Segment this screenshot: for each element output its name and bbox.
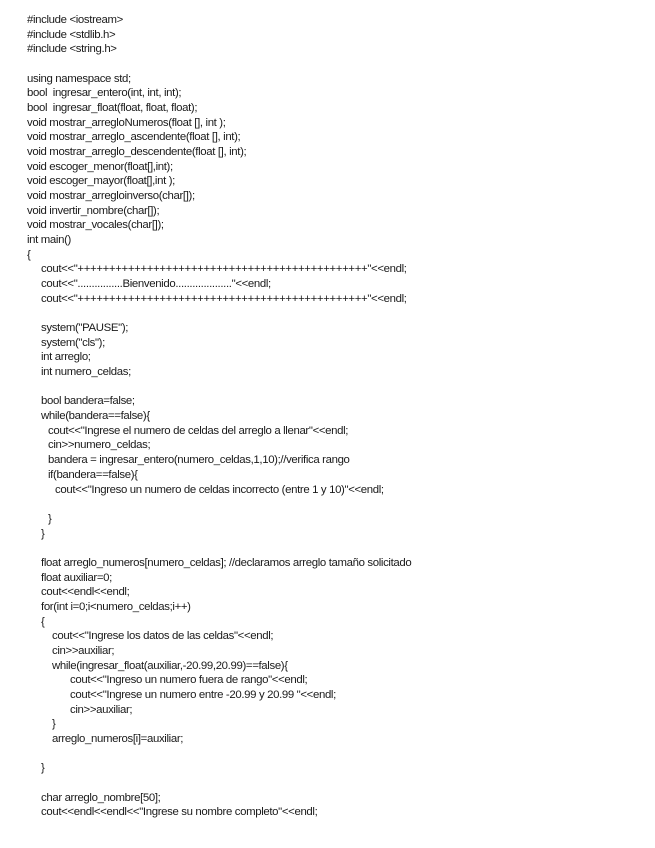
code-line: int main() — [27, 234, 71, 247]
code-line: #include <string.h> — [27, 43, 117, 56]
code-line: } — [41, 762, 45, 775]
code-line: float auxiliar=0; — [41, 571, 112, 584]
blank-line — [27, 380, 647, 395]
code-line: #include <stdlib.h> — [27, 28, 116, 41]
code-line: { — [27, 248, 31, 261]
code-line: int arreglo; — [41, 351, 91, 364]
code-line: cin>>numero_celdas; — [48, 439, 151, 452]
code-line: cin>>auxiliar; — [52, 644, 115, 657]
code-line: void mostrar_arreglo_ascendente(float [], int); — [27, 131, 241, 144]
blank-line — [27, 541, 647, 556]
code-line: void escoger_menor(float[],int); — [27, 160, 173, 173]
code-line: float arreglo_numeros[numero_celdas]; //declaramos arreglo tamaño solicitado — [41, 556, 412, 569]
code-line: cin>>auxiliar; — [70, 703, 133, 716]
code-line: cout<<"Ingrese el numero de celdas del arreglo a llenar"<<endl; — [48, 424, 349, 437]
code-line: char arreglo_nombre[50]; — [41, 791, 161, 804]
code-line: cout<<"++++++++++++++++++++++++++++++++++++++++++++++"<<endl; — [41, 292, 407, 305]
code-line: void escoger_mayor(float[],int ); — [27, 175, 175, 188]
code-line: #include <iostream> — [27, 14, 123, 26]
code-line: { — [41, 615, 45, 628]
code-line: void mostrar_arregloNumeros(float [], int ); — [27, 116, 226, 129]
code-line: bool bandera=false; — [41, 395, 135, 408]
code-line: } — [52, 718, 56, 731]
code-line: bandera = ingresar_entero(numero_celdas,1,10);//verifica rango — [48, 454, 350, 467]
code-line: system("cls"); — [41, 336, 105, 349]
code-line: for(int i=0;i<numero_celdas;i++) — [41, 600, 191, 613]
code-line: void invertir_nombre(char[]); — [27, 204, 160, 217]
blank-line — [27, 747, 647, 762]
blank-line — [27, 306, 647, 321]
code-line: bool ingresar_entero(int, int, int); — [27, 87, 182, 100]
code-line: system("PAUSE"); — [41, 322, 129, 335]
code-document — [27, 13, 647, 820]
code-line: cout<<endl<<endl<<"Ingrese su nombre completo"<<endl; — [41, 806, 318, 819]
code-line: cout<<"Ingrese los datos de las celdas"<<endl; — [52, 630, 274, 643]
code-line: cout<<"Ingreso un numero fuera de rango"<<endl; — [70, 674, 308, 687]
code-line: cout<<"Ingreso un numero de celdas incorrecto (entre 1 y 10)"<<endl; — [55, 483, 384, 496]
code-line: void mostrar_arreglo_descendente(float [], int); — [27, 146, 247, 159]
blank-line — [27, 497, 647, 512]
code-line: cout<<"Ingrese un numero entre -20.99 y 20.99 "<<endl; — [70, 688, 336, 701]
code-line: } — [41, 527, 45, 540]
code-line: using namespace std; — [27, 72, 131, 85]
code-line: cout<<endl<<endl; — [41, 586, 130, 599]
code-line: if(bandera==false){ — [48, 468, 138, 481]
code-line: arreglo_numeros[i]=auxiliar; — [52, 732, 184, 745]
code-line: void mostrar_arregloinverso(char[]); — [27, 190, 195, 203]
code-line: cout<<"++++++++++++++++++++++++++++++++++++++++++++++"<<endl; — [41, 263, 407, 276]
code-line: while(ingresar_float(auxiliar,-20.99,20.99)==false){ — [52, 659, 288, 672]
code-line: cout<<"................Bienvenido...................."<<endl; — [41, 278, 271, 291]
code-line: bool ingresar_float(float, float, float); — [27, 102, 198, 115]
blank-line — [27, 776, 647, 791]
code-line: while(bandera==false){ — [41, 410, 150, 423]
blank-line — [27, 57, 647, 72]
code-line: void mostrar_vocales(char[]); — [27, 219, 164, 232]
code-line: int numero_celdas; — [41, 366, 131, 379]
code-line: } — [48, 512, 52, 525]
